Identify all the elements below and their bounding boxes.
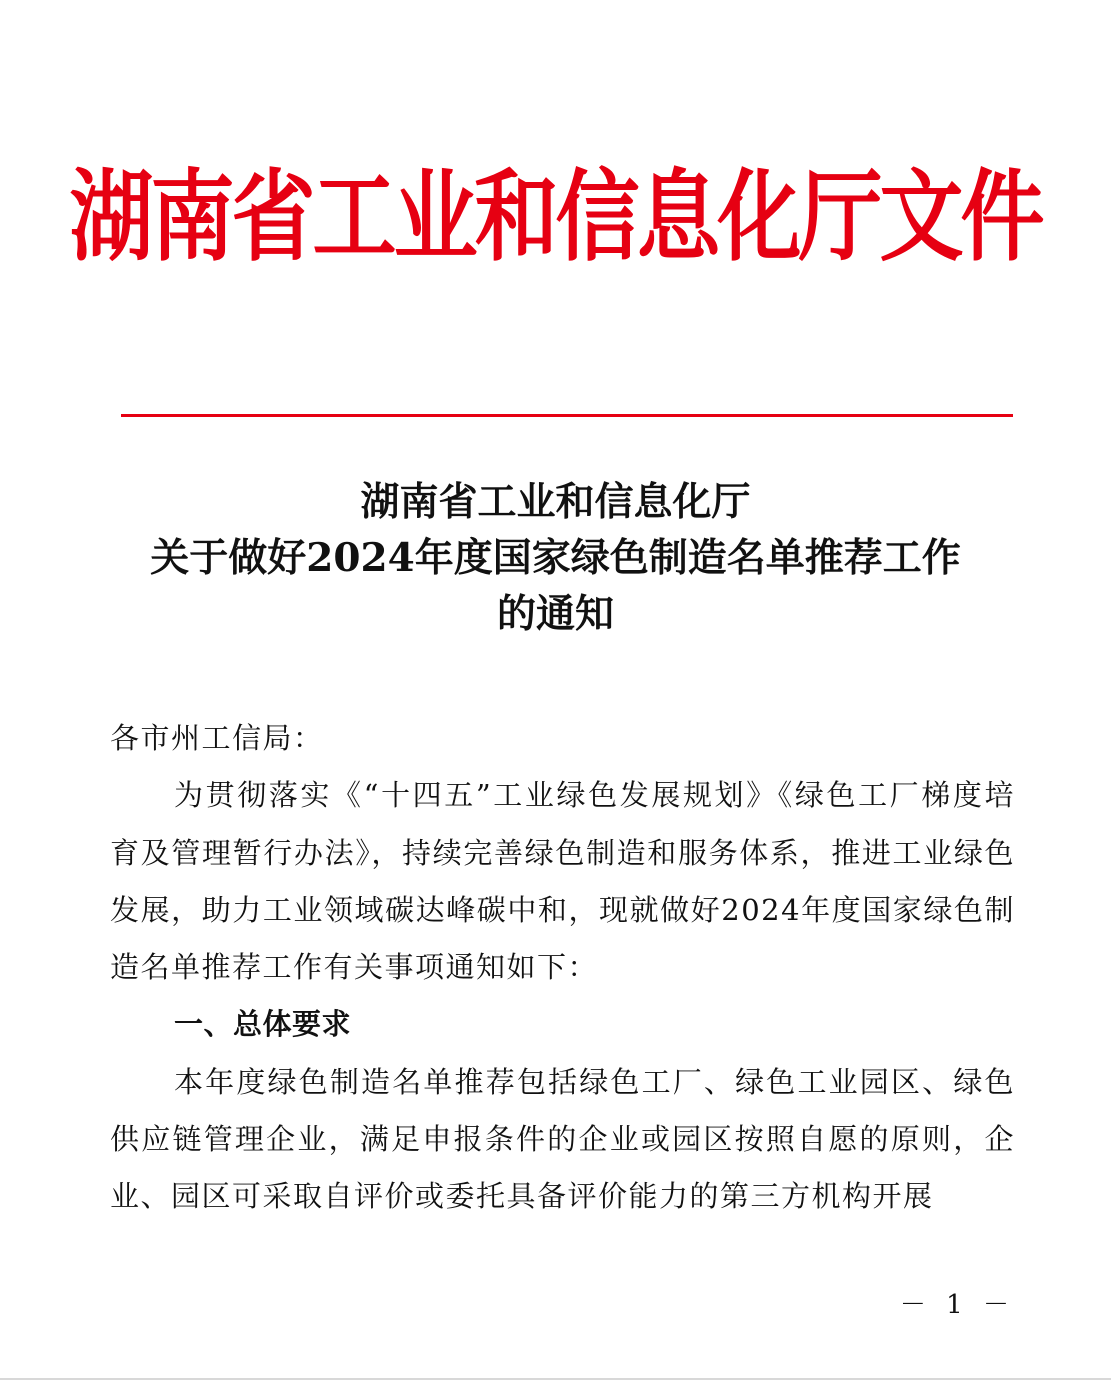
salutation: 各市州工信局： [110, 721, 324, 755]
red-header-masthead: 湖南省工业和信息化厅文件 [69, 157, 1042, 275]
page-bottom-edge [0, 1378, 1111, 1380]
red-divider-line [121, 414, 1013, 417]
page-number: － 1 － [899, 1290, 1015, 1320]
document-body [110, 710, 1015, 1226]
body-paragraph: 为贯彻落实《“十四五”工业绿色发展规划》《绿色工厂梯度培育及管理暂行办法》，持续完善绿色制造和服务体系，推进工业绿色发展，助力工业领域碳达峰碳中和，现就做好2024年度国家绿色制造名单推荐工作有关事项通知如下： [110, 778, 1015, 985]
document-title-line-2: 关于做好2024年度国家绿色制造名单推荐工作 [150, 535, 961, 581]
section-heading: 一、总体要求 [174, 1007, 352, 1042]
body-paragraph: 本年度绿色制造名单推荐包括绿色工厂、绿色工业园区、绿色供应链管理企业，满足申报条件的企业或园区按照自愿的原则，企业、园区可采取自评价或委托具备评价能力的第三方机构开展 [110, 1064, 1015, 1214]
document-title [80, 474, 1031, 642]
document-title-line-1: 湖南省工业和信息化厅 [360, 479, 751, 525]
document-title-line-3: 的通知 [496, 591, 614, 637]
